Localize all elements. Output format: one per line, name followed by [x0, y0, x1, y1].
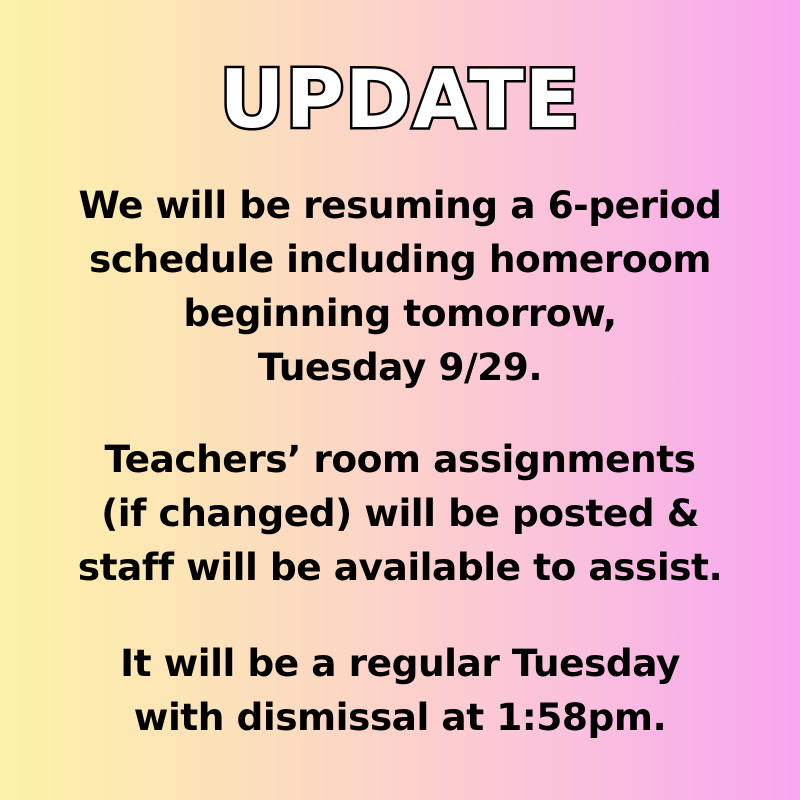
room-assignments-announcement	[0, 432, 800, 594]
text-line: (if changed) will be posted &	[101, 491, 699, 535]
text-line: with dismissal at 1:58pm.	[133, 695, 667, 739]
text-line: Teachers’ room assignments	[104, 437, 696, 481]
text-line: staff will be available to assist.	[77, 545, 723, 589]
text-line: We will be resuming a 6-period	[78, 183, 722, 227]
text-line: schedule including homeroom	[88, 237, 711, 281]
text-line: beginning tomorrow,	[183, 291, 617, 335]
update-title: UPDATE	[219, 53, 581, 146]
dismissal-announcement	[0, 636, 800, 744]
schedule-announcement	[0, 178, 800, 394]
text-line: It will be a regular Tuesday	[120, 641, 680, 685]
text-line: Tuesday 9/29.	[257, 345, 543, 389]
